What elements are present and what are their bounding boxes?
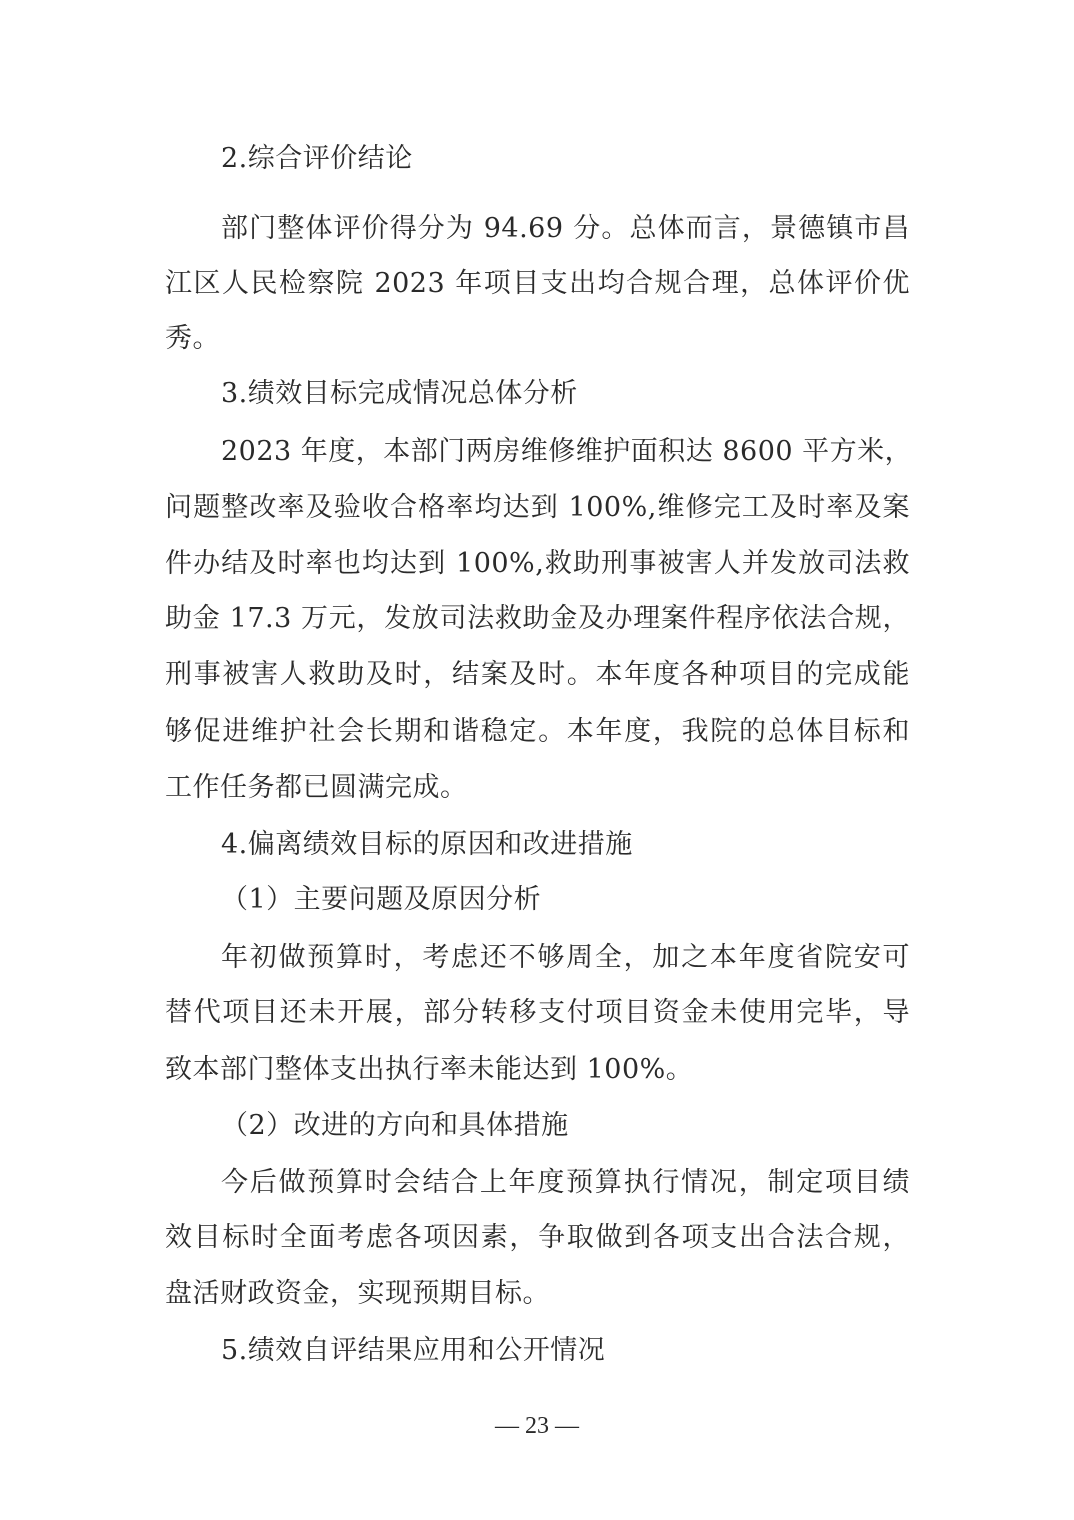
paragraph-line: 致本部门整体支出执行率未能达到 100%。	[165, 1054, 694, 1085]
paragraph-line: 工作任务都已圆满完成。	[165, 772, 468, 803]
paragraph-line: 够促进维护社会长期和谐稳定。本年度，我院的总体目标和	[165, 716, 910, 747]
paragraph-line: 助金 17.3 万元，发放司法救助金及办理案件程序依法合规，	[165, 603, 910, 634]
section-heading: 5.绩效自评结果应用和公开情况	[221, 1335, 606, 1366]
paragraph-line: 效目标时全面考虑各项因素，争取做到各项支出合法合规，	[165, 1222, 910, 1253]
subsection-heading: （2）改进的方向和具体措施	[221, 1110, 569, 1141]
paragraph-line: 问题整改率及验收合格率均达到 100%,维修完工及时率及案	[165, 492, 910, 523]
paragraph-line: 江区人民检察院 2023 年项目支出均合规合理，总体评价优	[165, 268, 910, 299]
paragraph-line: 盘活财政资金，实现预期目标。	[165, 1278, 550, 1309]
subsection-heading: （1）主要问题及原因分析	[221, 884, 542, 915]
paragraph-line: 秀。	[165, 323, 220, 354]
paragraph-line: 件办结及时率也均达到 100%,救助刑事被害人并发放司法救	[165, 548, 910, 579]
section-heading: 4.偏离绩效目标的原因和改进措施	[221, 829, 633, 860]
paragraph-line: 刑事被害人救助及时，结案及时。本年度各种项目的完成能	[165, 659, 910, 690]
paragraph-line: 年初做预算时，考虑还不够周全，加之本年度省院安可	[221, 942, 910, 973]
paragraph-line: 2023 年度，本部门两房维修维护面积达 8600 平方米，	[221, 436, 913, 467]
section-heading: 2.综合评价结论	[221, 143, 413, 174]
section-heading: 3.绩效目标完成情况总体分析	[221, 378, 578, 409]
paragraph-line: 替代项目还未开展，部分转移支付项目资金未使用完毕，导	[165, 997, 910, 1028]
page-number: — 23 —	[495, 1413, 579, 1439]
paragraph-line: 部门整体评价得分为 94.69 分。总体而言，景德镇市昌	[221, 213, 910, 244]
paragraph-line: 今后做预算时会结合上年度预算执行情况，制定项目绩	[221, 1167, 910, 1198]
